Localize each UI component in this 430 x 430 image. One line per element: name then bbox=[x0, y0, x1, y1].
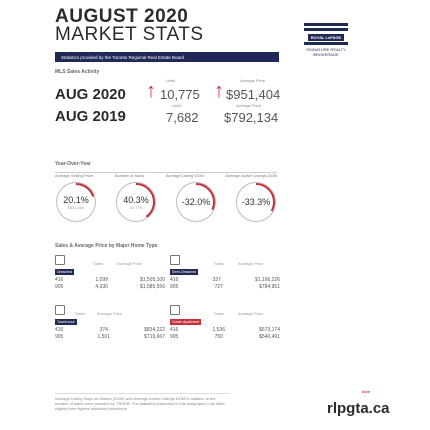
col-sales: Sales bbox=[214, 311, 225, 316]
region: 905 bbox=[170, 334, 179, 340]
avg-price: $673,174 bbox=[259, 327, 280, 333]
logo-subtitle: SIGNATURE REALTY BROKERAGE bbox=[306, 47, 346, 57]
sales-count: 1,536 bbox=[212, 327, 225, 333]
up-arrow-icon: ↑ bbox=[214, 80, 224, 102]
yoy-circles bbox=[56, 182, 276, 228]
yoy-header: Average Selling Price bbox=[55, 173, 94, 178]
region: 905 bbox=[55, 334, 64, 340]
yoy-circle bbox=[176, 182, 216, 222]
region: 416 bbox=[55, 277, 64, 283]
condo-icon bbox=[170, 305, 180, 315]
yoy-header: Average Listing DOM bbox=[165, 173, 204, 178]
units-caption: Units bbox=[172, 103, 182, 108]
yoy-header: Number of Sales bbox=[114, 173, 145, 178]
progress-arc bbox=[118, 184, 154, 220]
logo-brand: ROYAL LePAGE bbox=[308, 34, 344, 41]
avg-price: $1,085,556 bbox=[139, 284, 165, 290]
yoy-circle bbox=[116, 182, 156, 222]
up-arrow-icon: ↑ bbox=[146, 80, 156, 102]
avg-price: $719,667 bbox=[144, 334, 165, 340]
col-sales: Sales bbox=[93, 261, 104, 266]
yoy-circle bbox=[56, 182, 96, 222]
source-text: Statistics provided by the Toronto Regional Real Estate Board bbox=[61, 54, 184, 60]
yoy-sub: 10,775 bbox=[129, 204, 143, 210]
region: 416 bbox=[55, 327, 64, 333]
region: 416 bbox=[170, 277, 179, 283]
avg-price: $1,505,100 bbox=[139, 277, 165, 283]
col-price: Average Price bbox=[97, 311, 123, 316]
region: 905 bbox=[55, 284, 64, 290]
footer-note: Average Listing Days on Market (DOM) and Average Active Listings DOM in addition to the number of sales were provided by TRREB. The statistics presented in this infographic may differ slightly from figures published elsewhere. bbox=[55, 393, 230, 429]
progress-arc bbox=[58, 184, 94, 220]
yoy-section-label: Year-Over-Year bbox=[55, 161, 91, 167]
website-link[interactable]: rlpgta.ca bbox=[327, 400, 390, 417]
house-icon bbox=[55, 255, 65, 265]
region: 905 bbox=[170, 284, 179, 290]
progress-arc bbox=[238, 184, 274, 220]
price-caption: Average Price bbox=[236, 103, 262, 108]
page-title-line1: AUGUST 2020 bbox=[55, 6, 189, 27]
sales-section-label: Sales & Average Price by Major Home Type bbox=[55, 243, 158, 249]
townhouse-icon bbox=[55, 305, 65, 315]
current-units: 10,775 bbox=[160, 87, 200, 102]
type-block-town bbox=[55, 305, 165, 343]
units-caption: Units bbox=[166, 78, 176, 83]
col-sales: Sales bbox=[214, 261, 225, 266]
sales-count: 1,501 bbox=[97, 334, 110, 340]
avg-price: $540,491 bbox=[259, 334, 280, 340]
yoy-circle bbox=[236, 182, 276, 222]
progress-arc bbox=[178, 184, 214, 220]
avg-price: $1,166,226 bbox=[254, 277, 280, 283]
col-sales: Sales bbox=[75, 311, 86, 316]
yoy-value: -33.3% bbox=[241, 197, 271, 207]
sales-count: 4,330 bbox=[95, 284, 108, 290]
price-caption: Average Price bbox=[240, 78, 266, 83]
yoy-header: Average Active Listings DOM bbox=[225, 173, 277, 178]
current-date: AUG 2020 bbox=[55, 86, 126, 103]
type-name: Townhouse bbox=[57, 320, 75, 324]
sales-count: 727 bbox=[214, 284, 223, 290]
mls-section-label: MLS Sales Activity bbox=[55, 69, 100, 75]
tagline: love bbox=[362, 389, 371, 394]
yoy-sub: $951,404 bbox=[67, 204, 85, 210]
type-name: Semi-Detached bbox=[172, 270, 197, 274]
brand-logo bbox=[302, 23, 350, 63]
sales-count: 374 bbox=[99, 327, 108, 333]
sales-count: 1,099 bbox=[95, 277, 108, 283]
prior-units: 7,682 bbox=[166, 110, 199, 125]
type-block-condo bbox=[170, 305, 280, 343]
yoy-value: 20.1% bbox=[63, 194, 89, 205]
house-icon bbox=[170, 255, 180, 265]
type-name: Condo Apartment bbox=[172, 320, 200, 324]
current-price: $951,404 bbox=[226, 87, 281, 102]
yoy-value: 40.3% bbox=[123, 194, 149, 205]
prior-price: $792,134 bbox=[224, 110, 279, 125]
col-price: Average Price bbox=[117, 261, 143, 266]
col-price: Average Price bbox=[238, 261, 264, 266]
page-title-line2: MARKET STATS bbox=[55, 24, 204, 45]
yoy-value: -32.0% bbox=[181, 197, 211, 207]
source-bar bbox=[55, 52, 279, 62]
sales-count: 750 bbox=[214, 334, 223, 340]
avg-price: $784,951 bbox=[259, 284, 280, 290]
region: 416 bbox=[170, 327, 179, 333]
col-price: Average Price bbox=[238, 311, 264, 316]
type-block-detached bbox=[55, 255, 165, 293]
type-name: Detached bbox=[57, 270, 72, 274]
type-block-semi bbox=[170, 255, 280, 293]
prior-date: AUG 2019 bbox=[55, 108, 126, 125]
avg-price: $834,222 bbox=[144, 327, 165, 333]
sales-count: 337 bbox=[212, 277, 221, 283]
yoy-headers bbox=[55, 172, 277, 177]
